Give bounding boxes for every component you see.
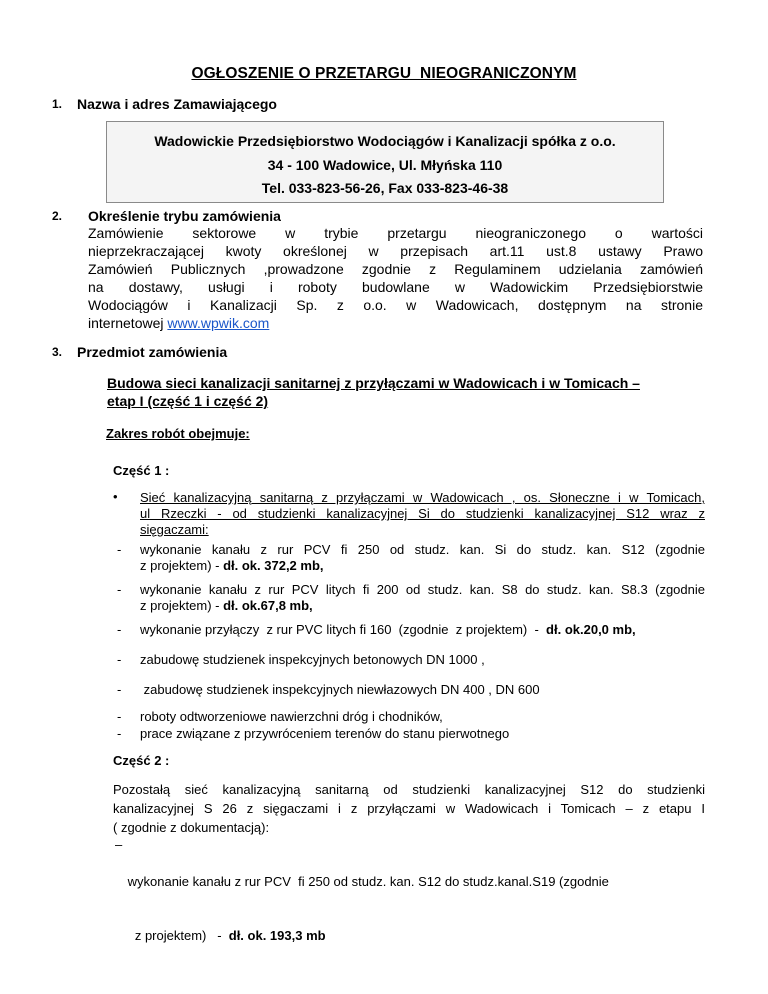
website-link[interactable]: www.wpwik.com [167,315,270,331]
part-2-line: ( zgodnie z dokumentacją): [113,820,270,835]
part-2-work-item [124,837,609,963]
section-2-number: 2. [52,209,63,223]
project-subtitle-line: Budowa sieci kanalizacji sanitarnej z przyłączami w Wadowicach i w Tomicach – [107,375,640,391]
bullet-icon: • [113,489,118,504]
work-item: zabudowę studzienek inspekcyjnych niewłazowych DN 400 , DN 600 [140,682,540,697]
bullet-line: ul Rzeczki - od studzienki kanalizacyjnej Si do studzienki kanalizacyjnej S12 wraz z [140,506,705,521]
work-item [140,542,705,574]
contractor-phone-fax: Tel. 033-823-56-26, Fax 033-823-46-38 [261,180,509,196]
work-item [140,582,705,614]
section-2-heading: Określenie trybu zamówienia [88,208,281,224]
work-item-text: z projektem) - [140,598,224,613]
dash-marker: - [117,709,122,724]
part-2-description [113,780,705,837]
contractor-address: 34 - 100 Wadowice, Ul. Młyńska 110 [267,157,503,173]
procedure-line: Wodociągów i Kanalizacji Sp. z o.o. w Wadowicach, dostępnym na stronie [88,297,703,313]
part-2-line: kanalizacyjnej S 26 z sięgaczami i z przyłączami w Wadowicach i Tomicach – z etapu I [113,801,705,816]
procedure-description [88,224,703,332]
work-item: roboty odtworzeniowe nawierzchni dróg i chodników, [140,709,443,724]
work-item-text: z projektem) - [124,928,229,943]
section-3-heading: Przedmiot zamówienia [77,344,228,360]
work-item-length: dł. ok.67,8 mb, [223,598,313,613]
procedure-line: nieprzekraczającej kwoty określonej w przepisach art.11 ust.8 ustawy Prawo [88,243,703,259]
work-item-line: wykonanie kanału z rur PCV litych fi 200 od studz. kan. S8 do studz. kan. S8.3 (zgodnie [140,582,705,597]
part-1-bullet-text [140,490,705,538]
website-prefix: internetowej [88,315,168,331]
section-1-number: 1. [52,97,63,111]
procedure-line: na dostawy, usługi i roboty budowlane w Wadowickim Przedsiębiorstwie [88,279,703,295]
work-item-line: wykonanie kanału z rur PCV fi 250 od studz. kan. Si do studz. kan. S12 (zgodnie [140,542,705,557]
part-2-label: Część 2 : [113,753,170,768]
work-item: prace związane z przywróceniem terenów do stanu pierwotnego [140,726,510,741]
dash-marker: - [117,542,122,557]
dash-marker: - [117,652,122,667]
bullet-line: sięgaczami: [140,522,209,537]
dash-marker: - [117,622,122,637]
dash-marker: - [117,726,122,741]
dash-marker: – [115,837,123,852]
section-3-number: 3. [52,345,63,359]
procedure-line [88,314,703,332]
part-2-line: Pozostałą sieć kanalizacyjną sanitarną od studzienki kanalizacyjnej S12 do studzienki [113,782,705,797]
project-subtitle [107,374,707,410]
part-1-label: Część 1 : [113,463,170,478]
work-item-line: wykonanie kanału z rur PCV fi 250 od studz. kan. S12 do studz.kanal.S19 (zgodnie [124,874,609,889]
dash-marker: - [117,582,122,597]
work-item [140,622,705,638]
work-item-length: dł. ok. 372,2 mb, [223,558,324,573]
bullet-line: Sieć kanalizacyjną sanitarną z przyłączami w Wadowicach , os. Słoneczne i w Tomicach, [140,490,705,505]
work-item: zabudowę studzienek inspekcyjnych betonowych DN 1000 , [140,652,485,667]
work-item-text: z projektem) - [140,558,224,573]
page-title: OGŁOSZENIE O PRZETARGU NIEOGRANICZONYM [191,65,577,82]
contractor-name: Wadowickie Przedsiębiorstwo Wodociągów i Kanalizacji spółka z o.o. [154,133,616,149]
procedure-line: Zamówienie sektorowe w trybie przetargu nieograniczonego o wartości [88,225,703,241]
contractor-address-box [106,121,664,203]
work-item-text: wykonanie przyłączy z rur PVC litych fi 160 (zgodnie z projektem) - [140,622,547,637]
procedure-line: Zamówień Publicznych ,prowadzone zgodnie z Regulaminem udzielania zamówień [88,261,703,277]
project-subtitle-line: etap I (część 1 i część 2) [107,393,269,409]
scope-label: Zakres robót obejmuje: [106,426,250,441]
dash-marker: - [117,682,122,697]
section-1-heading: Nazwa i adres Zamawiającego [77,96,277,112]
work-item-length: dł. ok.20,0 mb, [546,622,636,637]
work-item-length: dł. ok. 193,3 mb [228,928,326,943]
